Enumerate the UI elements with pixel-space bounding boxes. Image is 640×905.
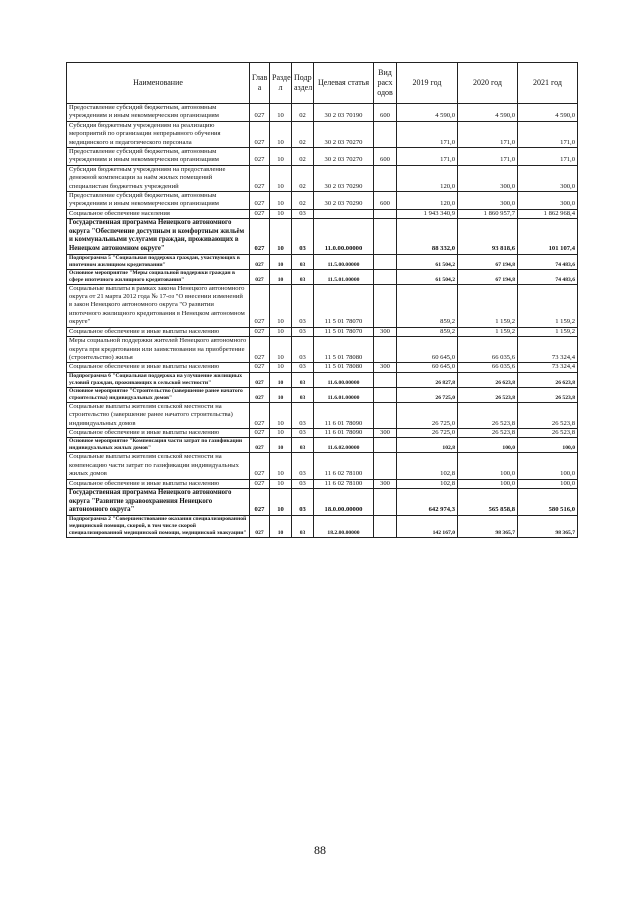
- row-amount-2021: 1 159,2: [518, 327, 578, 336]
- row-amount-2021: 300,0: [518, 165, 578, 191]
- row-name: Социальное обеспечение населения: [67, 209, 250, 218]
- row-expense-type: 600: [374, 192, 397, 210]
- row-amount-2019: 859,2: [397, 284, 458, 327]
- row-podrazdel: 02: [292, 148, 314, 166]
- row-amount-2019: 4 590,0: [397, 104, 458, 122]
- row-amount-2020: 171,0: [458, 121, 518, 147]
- row-expense-type: [374, 488, 397, 515]
- row-glava: 027: [250, 372, 270, 387]
- table-row: [67, 148, 578, 166]
- row-amount-2020: 1 159,2: [458, 327, 518, 336]
- row-amount-2021: 26 523,8: [518, 402, 578, 428]
- row-amount-2020: 1 159,2: [458, 284, 518, 327]
- header-podrazdel: Подр аздел: [292, 63, 314, 104]
- table-row: [67, 337, 578, 363]
- row-podrazdel: 03: [292, 327, 314, 336]
- row-razdel: 10: [270, 209, 292, 218]
- row-target-article: 30 2 03 70290: [314, 165, 374, 191]
- table-row: [67, 387, 578, 402]
- row-amount-2020: 26 523,8: [458, 402, 518, 428]
- table-row: [67, 372, 578, 387]
- row-glava: 027: [250, 438, 270, 453]
- table-header-row: [67, 63, 578, 104]
- row-name: Меры социальной поддержки жителей Ненецкого автономного округа при кредитовании или заимствовании на приобретение (строительство) жилья: [67, 337, 250, 363]
- row-razdel: 10: [270, 479, 292, 488]
- row-podrazdel: 02: [292, 121, 314, 147]
- table-row: [67, 363, 578, 372]
- row-expense-type: [374, 515, 397, 537]
- row-expense-type: 300: [374, 428, 397, 437]
- row-razdel: 10: [270, 428, 292, 437]
- row-amount-2020: 66 035,6: [458, 363, 518, 372]
- row-name: Основное мероприятие "Компенсация части затрат по газификации индивидуальных жилых домов": [67, 438, 250, 453]
- row-amount-2020: 171,0: [458, 148, 518, 166]
- row-target-article: 11 6 01 78090: [314, 402, 374, 428]
- row-name: Субсидия бюджетным учреждениям на реализацию мероприятий по организации непрерывного обучения медицинского и педагогического персонала: [67, 121, 250, 147]
- row-expense-type: [374, 269, 397, 284]
- row-amount-2019: 142 167,0: [397, 515, 458, 537]
- row-name: Социальные выплаты жителям сельской местности на строительство (завершение ранее начатого строительства) индивидуальных домов: [67, 402, 250, 428]
- table-row: [67, 438, 578, 453]
- row-podrazdel: 03: [292, 488, 314, 515]
- row-podrazdel: 03: [292, 387, 314, 402]
- row-razdel: 10: [270, 372, 292, 387]
- row-amount-2019: 120,0: [397, 165, 458, 191]
- row-glava: 027: [250, 337, 270, 363]
- row-amount-2019: 61 504,2: [397, 254, 458, 269]
- row-amount-2020: 93 818,6: [458, 219, 518, 254]
- row-target-article: 11 5 01 78080: [314, 337, 374, 363]
- row-razdel: 10: [270, 192, 292, 210]
- row-podrazdel: 03: [292, 269, 314, 284]
- row-razdel: 10: [270, 284, 292, 327]
- row-razdel: 10: [270, 387, 292, 402]
- header-glava: Глав а: [250, 63, 270, 104]
- row-amount-2021: 580 516,0: [518, 488, 578, 515]
- row-name: Социальное обеспечение и иные выплаты населению: [67, 363, 250, 372]
- row-name: Основное мероприятие "Строительство (завершение ранее начатого строительства) индивидуальных домов": [67, 387, 250, 402]
- table-row: [67, 192, 578, 210]
- row-amount-2019: 171,0: [397, 121, 458, 147]
- row-name: Социальные выплаты в рамках закона Ненецкого автономного округа от 21 марта 2012 года № 17-оз "О внесении изменений в закон Ненецкого автономного округа "О развитии ипотечного жилищного кредитования в Ненецком автономном округе": [67, 284, 250, 327]
- row-amount-2019: 102,8: [397, 479, 458, 488]
- row-expense-type: 300: [374, 327, 397, 336]
- row-amount-2020: 98 365,7: [458, 515, 518, 537]
- row-razdel: 10: [270, 453, 292, 479]
- row-amount-2021: 4 590,0: [518, 104, 578, 122]
- row-razdel: 10: [270, 254, 292, 269]
- row-expense-type: [374, 372, 397, 387]
- row-glava: 027: [250, 363, 270, 372]
- row-target-article: 30 2 03 70290: [314, 192, 374, 210]
- row-name: Подпрограмма 2 "Совершенствование оказания специализированной медицинской помощи, скорой, в том числе скорой специализированной медицинской помощи, медицинской эвакуации": [67, 515, 250, 537]
- row-podrazdel: 03: [292, 254, 314, 269]
- row-amount-2019: 102,8: [397, 438, 458, 453]
- row-amount-2020: 100,0: [458, 438, 518, 453]
- row-expense-type: [374, 165, 397, 191]
- row-podrazdel: 03: [292, 219, 314, 254]
- table-row: [67, 219, 578, 254]
- row-glava: 027: [250, 121, 270, 147]
- row-name: Социальные выплаты жителям сельской местности на компенсацию части затрат по газификации индивидуальных жилых домов: [67, 453, 250, 479]
- row-target-article: 11.5.00.00000: [314, 254, 374, 269]
- table-row: [67, 209, 578, 218]
- row-amount-2020: 26 623,8: [458, 372, 518, 387]
- row-amount-2020: 4 590,0: [458, 104, 518, 122]
- row-expense-type: 300: [374, 479, 397, 488]
- row-razdel: 10: [270, 438, 292, 453]
- row-glava: 027: [250, 209, 270, 218]
- row-podrazdel: 03: [292, 372, 314, 387]
- row-amount-2019: 642 974,3: [397, 488, 458, 515]
- row-target-article: 11 6 02 78100: [314, 453, 374, 479]
- row-glava: 027: [250, 104, 270, 122]
- row-expense-type: [374, 337, 397, 363]
- table-body: [67, 104, 578, 538]
- row-amount-2020: 1 860 957,7: [458, 209, 518, 218]
- row-target-article: 11 5 01 78070: [314, 284, 374, 327]
- row-target-article: 11.6.02.00000: [314, 438, 374, 453]
- row-amount-2019: 102,8: [397, 453, 458, 479]
- row-amount-2020: 100,0: [458, 453, 518, 479]
- row-amount-2019: 26 725,0: [397, 402, 458, 428]
- row-name: Подпрограмма 5 "Социальная поддержка граждан, участвующих в ипотечном жилищном кредитовании": [67, 254, 250, 269]
- row-expense-type: [374, 219, 397, 254]
- table-row: [67, 104, 578, 122]
- row-amount-2021: 171,0: [518, 148, 578, 166]
- row-expense-type: [374, 387, 397, 402]
- row-podrazdel: 03: [292, 438, 314, 453]
- row-amount-2020: 300,0: [458, 165, 518, 191]
- row-podrazdel: 02: [292, 192, 314, 210]
- row-expense-type: [374, 284, 397, 327]
- row-target-article: 30 2 03 70270: [314, 121, 374, 147]
- row-expense-type: [374, 438, 397, 453]
- table-row: [67, 453, 578, 479]
- row-razdel: 10: [270, 165, 292, 191]
- row-expense-type: [374, 254, 397, 269]
- row-amount-2019: 61 504,2: [397, 269, 458, 284]
- row-razdel: 10: [270, 515, 292, 537]
- row-glava: 027: [250, 402, 270, 428]
- row-target-article: [314, 209, 374, 218]
- row-name: Предоставление субсидий бюджетным, автономным учреждениям и иным некоммерческим организациям: [67, 148, 250, 166]
- row-amount-2021: 73 324,4: [518, 363, 578, 372]
- row-glava: 027: [250, 148, 270, 166]
- row-target-article: 30 2 03 70190: [314, 104, 374, 122]
- row-expense-type: [374, 209, 397, 218]
- row-podrazdel: 03: [292, 284, 314, 327]
- row-podrazdel: 03: [292, 479, 314, 488]
- row-glava: 027: [250, 192, 270, 210]
- row-glava: 027: [250, 284, 270, 327]
- row-amount-2021: 1 159,2: [518, 284, 578, 327]
- row-amount-2021: 26 523,8: [518, 387, 578, 402]
- row-glava: 027: [250, 488, 270, 515]
- row-target-article: 11.6.01.00000: [314, 387, 374, 402]
- row-name: Государственная программа Ненецкого автономного округа "Обеспечение доступным и комфортным жильём и коммунальными услугами граждан, проживающих в Ненецком автономном округе": [67, 219, 250, 254]
- row-razdel: 10: [270, 219, 292, 254]
- row-expense-type: 600: [374, 148, 397, 166]
- row-podrazdel: 02: [292, 104, 314, 122]
- row-amount-2019: 1 943 340,9: [397, 209, 458, 218]
- row-podrazdel: 03: [292, 428, 314, 437]
- row-name: Подпрограмма 6 "Социальная поддержка на улучшение жилищных условий граждан, проживающих в сельской местности": [67, 372, 250, 387]
- row-amount-2020: 26 523,8: [458, 387, 518, 402]
- row-razdel: 10: [270, 402, 292, 428]
- row-glava: 027: [250, 453, 270, 479]
- budget-table: [66, 62, 578, 538]
- row-amount-2020: 300,0: [458, 192, 518, 210]
- row-target-article: 11.5.01.00000: [314, 269, 374, 284]
- row-name: Предоставление субсидий бюджетным, автономным учреждениям и иным некоммерческим организациям: [67, 104, 250, 122]
- table-row: [67, 121, 578, 147]
- row-expense-type: [374, 453, 397, 479]
- header-expense-type: Вид расх одов: [374, 63, 397, 104]
- row-amount-2020: 565 858,8: [458, 488, 518, 515]
- row-target-article: 18.2.00.00000: [314, 515, 374, 537]
- row-amount-2021: 100,0: [518, 479, 578, 488]
- row-razdel: 10: [270, 269, 292, 284]
- row-amount-2019: 60 645,0: [397, 337, 458, 363]
- row-amount-2021: 98 365,7: [518, 515, 578, 537]
- row-podrazdel: 03: [292, 363, 314, 372]
- row-name: Социальное обеспечение и иные выплаты населению: [67, 327, 250, 336]
- row-name: Предоставление субсидий бюджетным, автономным учреждениям и иным некоммерческим организациям: [67, 192, 250, 210]
- row-name: Основное мероприятие "Меры социальной поддержки граждан в сфере ипотечного жилищного кредитования": [67, 269, 250, 284]
- table-row: [67, 479, 578, 488]
- header-2020: 2020 год: [458, 63, 518, 104]
- row-amount-2019: 26 827,8: [397, 372, 458, 387]
- header-target-article: Целевая статья: [314, 63, 374, 104]
- row-razdel: 10: [270, 488, 292, 515]
- row-amount-2021: 1 862 968,4: [518, 209, 578, 218]
- row-expense-type: [374, 121, 397, 147]
- row-target-article: 11 5 01 78080: [314, 363, 374, 372]
- row-razdel: 10: [270, 104, 292, 122]
- row-amount-2019: 859,2: [397, 327, 458, 336]
- row-name: Субсидия бюджетным учреждениям на предоставление денежной компенсации за наём жилых помещений специалистам бюджетных учреждений: [67, 165, 250, 191]
- row-amount-2019: 26 725,0: [397, 428, 458, 437]
- row-razdel: 10: [270, 121, 292, 147]
- row-razdel: 10: [270, 363, 292, 372]
- row-amount-2019: 88 332,0: [397, 219, 458, 254]
- row-razdel: 10: [270, 327, 292, 336]
- header-razdel: Разде л: [270, 63, 292, 104]
- row-amount-2021: 74 483,6: [518, 269, 578, 284]
- row-target-article: 11 6 01 78090: [314, 428, 374, 437]
- row-amount-2021: 74 483,6: [518, 254, 578, 269]
- row-amount-2019: 60 645,0: [397, 363, 458, 372]
- table-row: [67, 488, 578, 515]
- row-glava: 027: [250, 387, 270, 402]
- row-target-article: 18.0.00.00000: [314, 488, 374, 515]
- row-podrazdel: 02: [292, 165, 314, 191]
- row-amount-2019: 120,0: [397, 192, 458, 210]
- header-2021: 2021 год: [518, 63, 578, 104]
- row-amount-2020: 67 194,8: [458, 269, 518, 284]
- row-razdel: 10: [270, 148, 292, 166]
- row-target-article: 11.6.00.00000: [314, 372, 374, 387]
- row-amount-2021: 300,0: [518, 192, 578, 210]
- row-name: Социальное обеспечение и иные выплаты населению: [67, 479, 250, 488]
- row-expense-type: 300: [374, 363, 397, 372]
- row-target-article: 11 5 01 78070: [314, 327, 374, 336]
- row-razdel: 10: [270, 337, 292, 363]
- row-name: Государственная программа Ненецкого автономного округа "Развитие здравоохранения Ненецкого автономного округа": [67, 488, 250, 515]
- table-row: [67, 284, 578, 327]
- row-podrazdel: 03: [292, 209, 314, 218]
- row-target-article: 30 2 03 70270: [314, 148, 374, 166]
- row-amount-2021: 100,0: [518, 438, 578, 453]
- row-amount-2021: 26 523,8: [518, 428, 578, 437]
- row-expense-type: 600: [374, 104, 397, 122]
- row-amount-2020: 100,0: [458, 479, 518, 488]
- row-amount-2019: 26 725,0: [397, 387, 458, 402]
- row-target-article: 11 6 02 78100: [314, 479, 374, 488]
- table-row: [67, 165, 578, 191]
- row-name: Социальное обеспечение и иные выплаты населению: [67, 428, 250, 437]
- row-amount-2019: 171,0: [397, 148, 458, 166]
- row-amount-2021: 73 324,4: [518, 337, 578, 363]
- row-glava: 027: [250, 428, 270, 437]
- row-amount-2021: 100,0: [518, 453, 578, 479]
- page-number: 88: [314, 843, 326, 857]
- row-amount-2020: 67 194,8: [458, 254, 518, 269]
- row-amount-2020: 26 523,8: [458, 428, 518, 437]
- row-podrazdel: 03: [292, 402, 314, 428]
- table-row: [67, 254, 578, 269]
- row-amount-2020: 66 035,6: [458, 337, 518, 363]
- row-podrazdel: 03: [292, 337, 314, 363]
- row-glava: 027: [250, 269, 270, 284]
- row-glava: 027: [250, 165, 270, 191]
- header-name: Наименование: [67, 63, 250, 104]
- row-expense-type: [374, 402, 397, 428]
- table-row: [67, 269, 578, 284]
- row-target-article: 11.0.00.00000: [314, 219, 374, 254]
- table-row: [67, 402, 578, 428]
- row-glava: 027: [250, 327, 270, 336]
- row-amount-2021: 171,0: [518, 121, 578, 147]
- table-row: [67, 327, 578, 336]
- row-glava: 027: [250, 254, 270, 269]
- header-2019: 2019 год: [397, 63, 458, 104]
- table-row: [67, 515, 578, 537]
- row-podrazdel: 03: [292, 515, 314, 537]
- row-glava: 027: [250, 479, 270, 488]
- row-amount-2021: 101 107,4: [518, 219, 578, 254]
- row-podrazdel: 03: [292, 453, 314, 479]
- row-glava: 027: [250, 515, 270, 537]
- row-glava: 027: [250, 219, 270, 254]
- table-row: [67, 428, 578, 437]
- row-amount-2021: 26 623,8: [518, 372, 578, 387]
